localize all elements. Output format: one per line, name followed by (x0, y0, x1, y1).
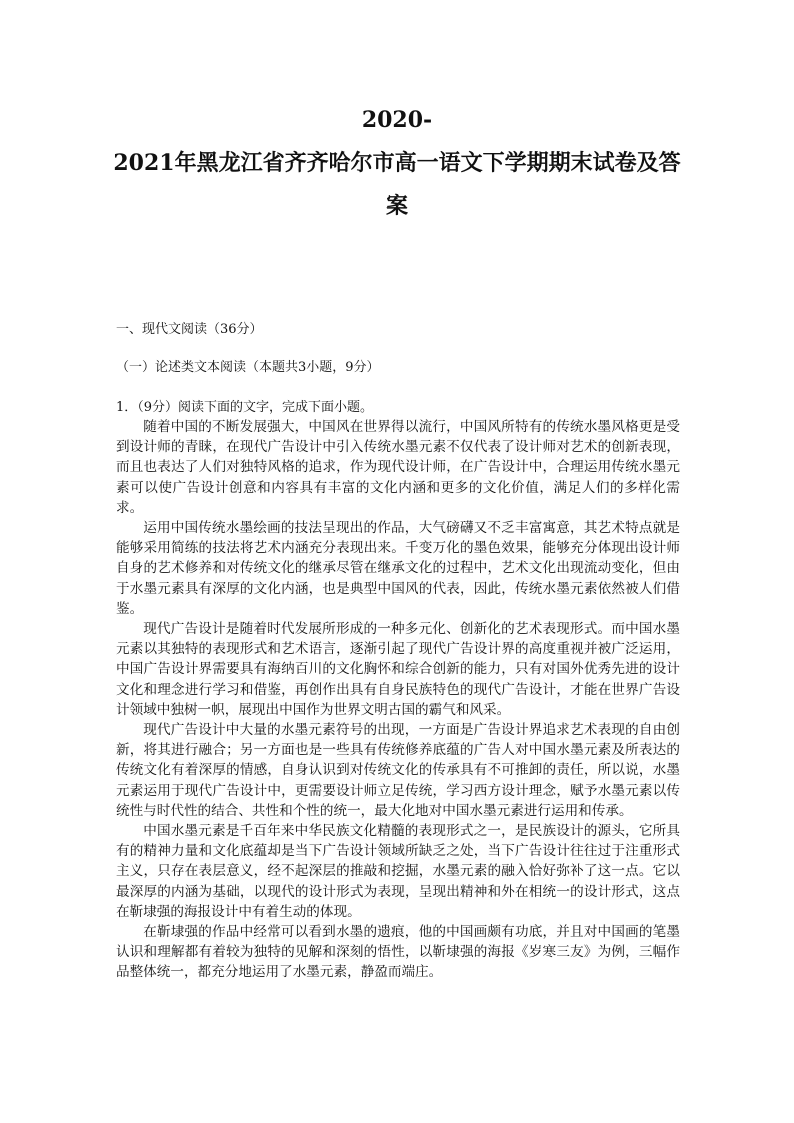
document-title-line-3: 案 (385, 193, 408, 219)
passage-paragraph-5: 中国水墨元素是千百年来中华民族文化精髓的表现形式之一，是民族设计的源头，它所具有的精神力量和文化底蕴却是当下广告设计领域所缺乏之处，当下广告设计往往过于注重形式主义，只存在表层意义，经不起深层的推敲和挖掘，水墨元素的融入恰好弥补了这一点。它以最深厚的内涵为基础，以现代的设计形式为表现，呈现出精神和外在相统一的设计形式，这点在靳埭强的海报设计中有着生动的体现。 (116, 823, 680, 920)
question-intro: 1．（9分）阅读下面的文字，完成下面小题。 (116, 400, 374, 415)
subsection-heading: （一）论述类文本阅读（本题共3小题，9分） (116, 360, 380, 375)
document-title-line-2: 2021年黑龙江省齐齐哈尔市高一语文下学期期末试卷及答 (113, 150, 681, 176)
passage-paragraph-3: 现代广告设计是随着时代发展所形成的一种多元化、创新化的艺术表现形式。而中国水墨元素以其独特的表现形式和艺术语言，逐渐引起了现代广告设计界的高度重视并被广泛运用，中国广告设计界需要具有海纳百川的文化胸怀和综合创新的能力，只有对国外优秀先进的设计文化和理念进行学习和借鉴，再创作出具有自身民族特色的现代广告设计，才能在世界广告设计领域中独树一帜，展现出中国作为世界文明古国的霸气和风采。 (116, 621, 680, 718)
section-heading: 一、现代文阅读（36分） (116, 322, 263, 337)
document-title-line-1: 2020- (361, 107, 433, 133)
passage-body (116, 417, 680, 983)
passage-paragraph-2: 运用中国传统水墨绘画的技法呈现出的作品，大气磅礴又不乏丰富寓意，其艺术特点就是能够采用简练的技法将艺术内涵充分表现出来。千变万化的墨色效果，能够充分体现出设计师自身的艺术修养和对传统文化的继承尽管在继承文化的过程中，艺术文化出现流动变化，但由于水墨元素具有深厚的文化内涵，也是典型中国风的代表，因此，传统水墨元素依然被人们借鉴。 (116, 520, 680, 617)
passage-paragraph-6: 在靳埭强的作品中经常可以看到水墨的遗痕，他的中国画颇有功底，并且对中国画的笔墨认识和理解都有着较为独特的见解和深刻的悟性，以靳埭强的海报《岁寒三友》为例，三幅作品整体统一，都充分地运用了水墨元素，静盈而端庄。 (116, 924, 680, 981)
passage-paragraph-4: 现代广告设计中大量的水墨元素符号的出现，一方面是广告设计界追求艺术表现的自由创新，将其进行融合；另一方面也是一些具有传统修养底蕴的广告人对中国水墨元素及所表达的传统文化有着深厚的情感，自身认识到对传统文化的传承具有不可推卸的责任，所以说，水墨元素运用于现代广告设计中，更需要设计师立足传统，学习西方设计理念，赋予水墨元素以传统性与时代性的结合、共性和个性的统一，最大化地对中国水墨元素进行运用和传承。 (116, 722, 680, 819)
passage-paragraph-1: 随着中国的不断发展强大，中国风在世界得以流行，中国风所特有的传统水墨风格更是受到设计师的青睐，在现代广告设计中引入传统水墨元素不仅代表了设计师对艺术的创新表现，而且也表达了人们对独特风格的追求，作为现代设计师，在广告设计中，合理运用传统水墨元素可以使广告设计创意和内容具有丰富的文化内涵和更多的文化价值，满足人们的多样化需求。 (116, 419, 680, 516)
